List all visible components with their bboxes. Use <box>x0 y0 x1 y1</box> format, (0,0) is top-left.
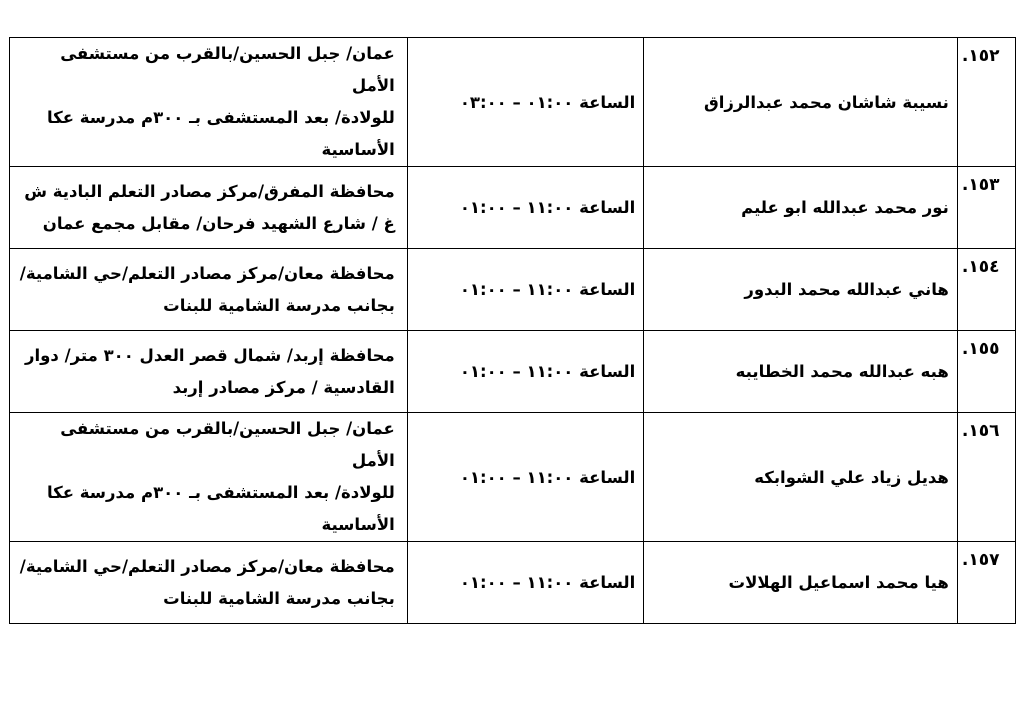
time-cell: الساعة ١١:٠٠ – ٠١:٠٠ <box>407 331 643 413</box>
name-cell: هاني عبدالله محمد البدور <box>644 249 958 331</box>
table-row <box>10 249 1016 331</box>
name-cell: هديل زياد علي الشوابكه <box>644 413 958 542</box>
row-number: .١٥٣ <box>957 167 1015 249</box>
table-row <box>10 542 1016 624</box>
table-row <box>10 331 1016 413</box>
address-cell: عمان/ جبل الحسين/بالقرب من مستشفى الأمل للولادة/ بعد المستشفى بـ ٣٠٠م مدرسة عكا الأساسية <box>10 413 408 542</box>
row-number: .١٥٢ <box>957 38 1015 167</box>
address-cell: محافظة المفرق/مركز مصادر التعلم البادية ش غ / شارع الشهيد فرحان/ مقابل مجمع عمان <box>10 167 408 249</box>
time-cell: الساعة ١١:٠٠ – ٠١:٠٠ <box>407 542 643 624</box>
time-cell: الساعة ٠١:٠٠ – ٠٣:٠٠ <box>407 38 643 167</box>
row-number: .١٥٧ <box>957 542 1015 624</box>
address-cell: محافظة معان/مركز مصادر التعلم/حي الشامية/ بجانب مدرسة الشامية للبنات <box>10 542 408 624</box>
name-cell: نسيبة شاشان محمد عبدالرزاق <box>644 38 958 167</box>
address-cell: محافظة معان/مركز مصادر التعلم/حي الشامية/ بجانب مدرسة الشامية للبنات <box>10 249 408 331</box>
time-cell: الساعة ١١:٠٠ – ٠١:٠٠ <box>407 167 643 249</box>
row-number: .١٥٦ <box>957 413 1015 542</box>
table-row <box>10 413 1016 542</box>
time-cell: الساعة ١١:٠٠ – ٠١:٠٠ <box>407 413 643 542</box>
row-number: .١٥٤ <box>957 249 1015 331</box>
address-cell: عمان/ جبل الحسين/بالقرب من مستشفى الأمل للولادة/ بعد المستشفى بـ ٣٠٠م مدرسة عكا الأساسية <box>10 38 408 167</box>
address-cell: محافظة إربد/ شمال قصر العدل ٣٠٠ متر/ دوار القادسية / مركز مصادر إربد <box>10 331 408 413</box>
name-cell: هبه عبدالله محمد الخطايبه <box>644 331 958 413</box>
row-number: .١٥٥ <box>957 331 1015 413</box>
table-row <box>10 167 1016 249</box>
schedule-table <box>9 37 1016 624</box>
name-cell: نور محمد عبدالله ابو عليم <box>644 167 958 249</box>
table-row <box>10 38 1016 167</box>
time-cell: الساعة ١١:٠٠ – ٠١:٠٠ <box>407 249 643 331</box>
name-cell: هيا محمد اسماعيل الهلالات <box>644 542 958 624</box>
